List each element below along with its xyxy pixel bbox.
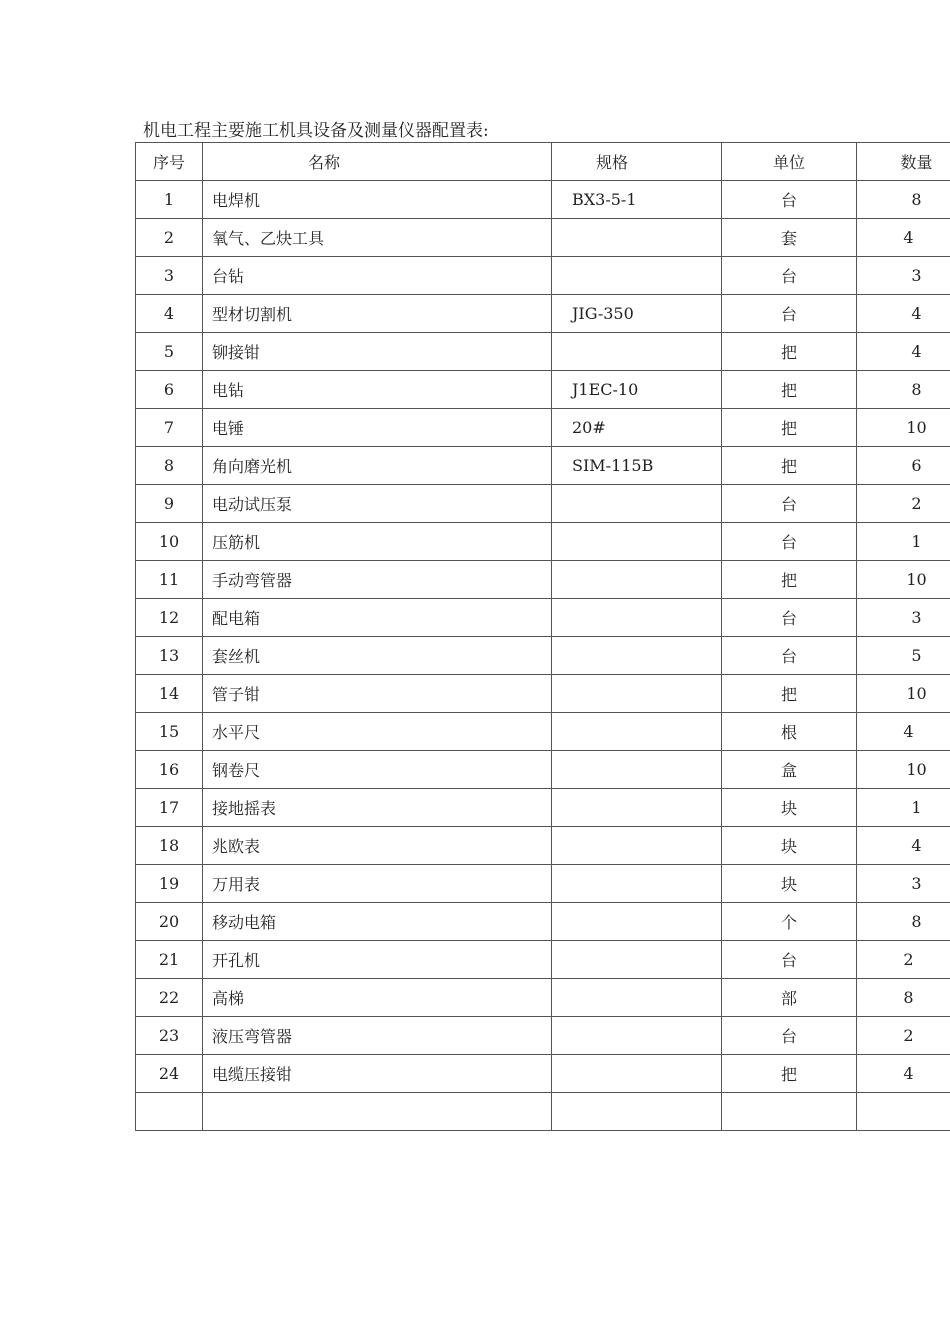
cell-spec: SIM-115B bbox=[552, 447, 722, 485]
cell-spec: J1EC-10 bbox=[552, 371, 722, 409]
table-row bbox=[136, 1093, 950, 1131]
cell-name: 移动电箱 bbox=[203, 903, 552, 941]
cell-name: 角向磨光机 bbox=[203, 447, 552, 485]
cell-no: 23 bbox=[136, 1017, 203, 1055]
cell-name: 手动弯管器 bbox=[203, 561, 552, 599]
cell-name: 铆接钳 bbox=[203, 333, 552, 371]
cell-qty: 1 bbox=[857, 789, 950, 827]
cell-qty: 10 bbox=[857, 409, 950, 447]
cell-qty: 3 bbox=[857, 599, 950, 637]
cell-no: 22 bbox=[136, 979, 203, 1017]
table-row bbox=[136, 599, 950, 637]
equipment-table bbox=[135, 142, 950, 1131]
table-row bbox=[136, 371, 950, 409]
cell-spec bbox=[552, 333, 722, 371]
header-qty: 数量 bbox=[857, 143, 950, 181]
table-row bbox=[136, 675, 950, 713]
cell-qty: 8 bbox=[857, 371, 950, 409]
cell-qty: 10 bbox=[857, 561, 950, 599]
table-row bbox=[136, 865, 950, 903]
table-row bbox=[136, 561, 950, 599]
cell-no: 13 bbox=[136, 637, 203, 675]
cell-no: 12 bbox=[136, 599, 203, 637]
cell-unit: 台 bbox=[722, 941, 857, 979]
cell-name: 压筋机 bbox=[203, 523, 552, 561]
cell-spec: BX3-5-1 bbox=[552, 181, 722, 219]
cell-unit: 台 bbox=[722, 181, 857, 219]
table-row bbox=[136, 979, 950, 1017]
table-row bbox=[136, 333, 950, 371]
cell-qty: 1 bbox=[857, 523, 950, 561]
cell-no: 2 bbox=[136, 219, 203, 257]
header-spec: 规格 bbox=[552, 143, 722, 181]
cell-no: 17 bbox=[136, 789, 203, 827]
cell-no bbox=[136, 1093, 203, 1131]
cell-name: 电缆压接钳 bbox=[203, 1055, 552, 1093]
cell-qty: 5 bbox=[857, 637, 950, 675]
cell-no: 21 bbox=[136, 941, 203, 979]
cell-name: 管子钳 bbox=[203, 675, 552, 713]
cell-qty: 3 bbox=[857, 865, 950, 903]
cell-name: 液压弯管器 bbox=[203, 1017, 552, 1055]
cell-name bbox=[203, 1093, 552, 1131]
cell-name: 兆欧表 bbox=[203, 827, 552, 865]
cell-no: 20 bbox=[136, 903, 203, 941]
cell-qty-value: 2 bbox=[903, 1026, 914, 1045]
cell-qty-value: 2 bbox=[903, 950, 914, 969]
table-row bbox=[136, 789, 950, 827]
cell-name: 套丝机 bbox=[203, 637, 552, 675]
document-title: 机电工程主要施工机具设备及测量仪器配置表: bbox=[143, 121, 489, 141]
cell-unit: 个 bbox=[722, 903, 857, 941]
table-row bbox=[136, 257, 950, 295]
cell-unit: 块 bbox=[722, 789, 857, 827]
cell-no: 9 bbox=[136, 485, 203, 523]
cell-spec bbox=[552, 257, 722, 295]
cell-unit: 台 bbox=[722, 257, 857, 295]
cell-unit: 把 bbox=[722, 371, 857, 409]
cell-spec bbox=[552, 751, 722, 789]
table-row bbox=[136, 1017, 950, 1055]
cell-spec bbox=[552, 903, 722, 941]
cell-spec bbox=[552, 979, 722, 1017]
cell-spec bbox=[552, 713, 722, 751]
cell-name: 电锤 bbox=[203, 409, 552, 447]
cell-spec bbox=[552, 599, 722, 637]
cell-unit: 把 bbox=[722, 561, 857, 599]
cell-qty: 8 bbox=[857, 903, 950, 941]
cell-name: 万用表 bbox=[203, 865, 552, 903]
cell-no: 6 bbox=[136, 371, 203, 409]
cell-unit: 根 bbox=[722, 713, 857, 751]
cell-spec bbox=[552, 675, 722, 713]
cell-spec bbox=[552, 1093, 722, 1131]
cell-no: 4 bbox=[136, 295, 203, 333]
cell-no: 3 bbox=[136, 257, 203, 295]
cell-name: 型材切割机 bbox=[203, 295, 552, 333]
cell-qty bbox=[857, 941, 950, 979]
table-row bbox=[136, 637, 950, 675]
cell-unit: 盒 bbox=[722, 751, 857, 789]
cell-name: 电钻 bbox=[203, 371, 552, 409]
cell-name: 氧气、乙炔工具 bbox=[203, 219, 552, 257]
cell-name: 开孔机 bbox=[203, 941, 552, 979]
cell-unit: 台 bbox=[722, 295, 857, 333]
cell-spec bbox=[552, 1017, 722, 1055]
cell-name: 钢卷尺 bbox=[203, 751, 552, 789]
table-row bbox=[136, 181, 950, 219]
cell-spec bbox=[552, 865, 722, 903]
cell-no: 11 bbox=[136, 561, 203, 599]
cell-qty bbox=[857, 713, 950, 751]
cell-no: 24 bbox=[136, 1055, 203, 1093]
cell-spec bbox=[552, 941, 722, 979]
cell-unit: 把 bbox=[722, 1055, 857, 1093]
cell-name: 水平尺 bbox=[203, 713, 552, 751]
cell-qty-value: 4 bbox=[903, 228, 914, 247]
cell-spec: 20# bbox=[552, 409, 722, 447]
table-row bbox=[136, 713, 950, 751]
cell-no: 5 bbox=[136, 333, 203, 371]
cell-spec bbox=[552, 561, 722, 599]
cell-no: 10 bbox=[136, 523, 203, 561]
table-row bbox=[136, 751, 950, 789]
cell-name: 电动试压泵 bbox=[203, 485, 552, 523]
cell-unit: 部 bbox=[722, 979, 857, 1017]
cell-spec: JIG-350 bbox=[552, 295, 722, 333]
cell-no: 18 bbox=[136, 827, 203, 865]
cell-qty bbox=[857, 219, 950, 257]
table-row bbox=[136, 941, 950, 979]
cell-unit: 台 bbox=[722, 485, 857, 523]
cell-spec bbox=[552, 1055, 722, 1093]
cell-qty: 6 bbox=[857, 447, 950, 485]
cell-qty bbox=[857, 1017, 950, 1055]
cell-unit: 台 bbox=[722, 1017, 857, 1055]
cell-no: 7 bbox=[136, 409, 203, 447]
cell-no: 14 bbox=[136, 675, 203, 713]
cell-unit: 块 bbox=[722, 865, 857, 903]
table-row bbox=[136, 409, 950, 447]
cell-qty: 10 bbox=[857, 675, 950, 713]
cell-qty: 4 bbox=[857, 333, 950, 371]
cell-qty bbox=[857, 1055, 950, 1093]
table-row bbox=[136, 219, 950, 257]
cell-qty: 2 bbox=[857, 485, 950, 523]
cell-unit: 台 bbox=[722, 599, 857, 637]
header-no: 序号 bbox=[136, 143, 203, 181]
cell-name: 台钻 bbox=[203, 257, 552, 295]
cell-spec bbox=[552, 789, 722, 827]
cell-unit bbox=[722, 1093, 857, 1131]
cell-no: 8 bbox=[136, 447, 203, 485]
cell-name: 接地摇表 bbox=[203, 789, 552, 827]
cell-qty: 4 bbox=[857, 295, 950, 333]
cell-no: 19 bbox=[136, 865, 203, 903]
cell-qty-value: 4 bbox=[903, 1064, 914, 1083]
cell-qty-value: 4 bbox=[903, 722, 914, 741]
cell-unit: 台 bbox=[722, 637, 857, 675]
cell-no: 1 bbox=[136, 181, 203, 219]
cell-spec bbox=[552, 485, 722, 523]
cell-no: 15 bbox=[136, 713, 203, 751]
table-header-row bbox=[136, 143, 950, 181]
cell-spec bbox=[552, 523, 722, 561]
cell-qty: 3 bbox=[857, 257, 950, 295]
table-row bbox=[136, 827, 950, 865]
header-unit: 单位 bbox=[722, 143, 857, 181]
cell-qty: 4 bbox=[857, 827, 950, 865]
table-row bbox=[136, 523, 950, 561]
cell-name: 高梯 bbox=[203, 979, 552, 1017]
cell-qty bbox=[857, 1093, 950, 1131]
cell-unit: 套 bbox=[722, 219, 857, 257]
cell-unit: 把 bbox=[722, 447, 857, 485]
table-row bbox=[136, 485, 950, 523]
cell-spec bbox=[552, 637, 722, 675]
cell-unit: 把 bbox=[722, 409, 857, 447]
cell-qty: 10 bbox=[857, 751, 950, 789]
cell-no: 16 bbox=[136, 751, 203, 789]
cell-qty: 8 bbox=[857, 181, 950, 219]
cell-name: 电焊机 bbox=[203, 181, 552, 219]
cell-qty bbox=[857, 979, 950, 1017]
table-row bbox=[136, 903, 950, 941]
table-row bbox=[136, 295, 950, 333]
cell-name: 配电箱 bbox=[203, 599, 552, 637]
table-row bbox=[136, 1055, 950, 1093]
cell-spec bbox=[552, 827, 722, 865]
cell-qty-value: 8 bbox=[903, 988, 914, 1007]
cell-unit: 块 bbox=[722, 827, 857, 865]
cell-spec bbox=[552, 219, 722, 257]
cell-unit: 把 bbox=[722, 333, 857, 371]
cell-unit: 台 bbox=[722, 523, 857, 561]
cell-unit: 把 bbox=[722, 675, 857, 713]
table-row bbox=[136, 447, 950, 485]
header-name: 名称 bbox=[203, 143, 552, 181]
